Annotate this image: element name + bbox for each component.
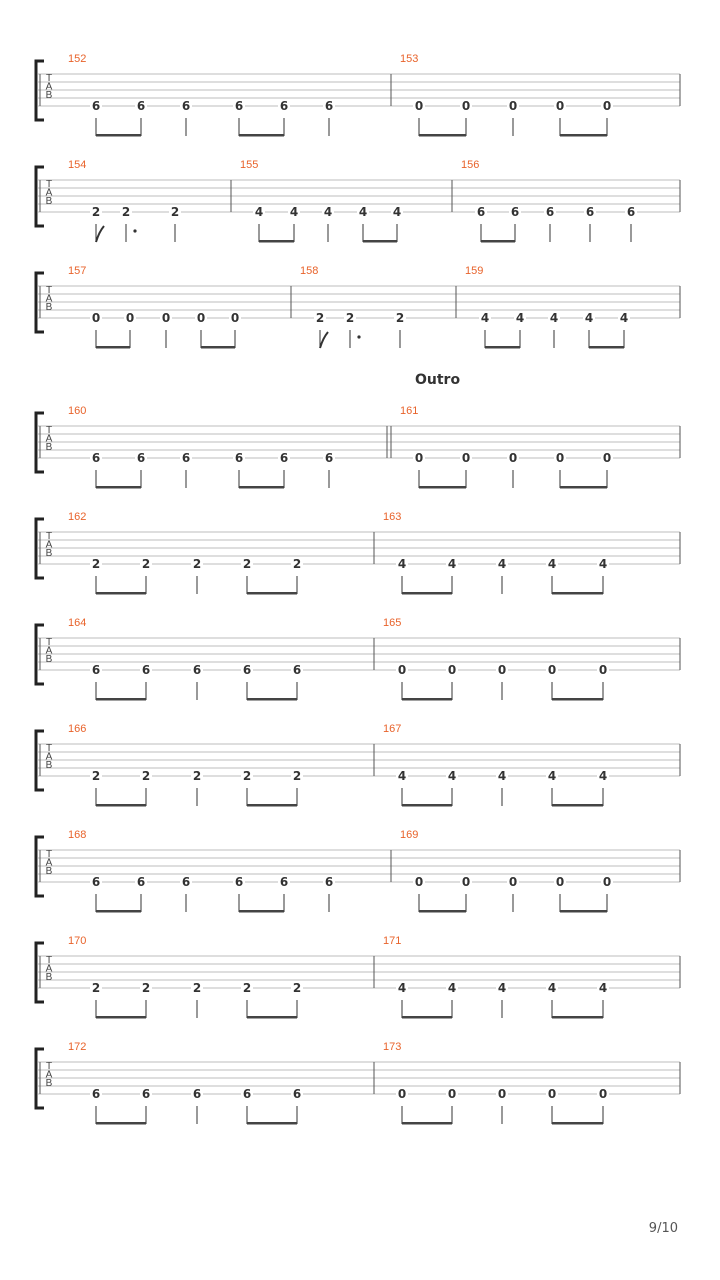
page-number: 9/10 — [648, 1221, 678, 1236]
beam — [96, 134, 141, 137]
measure-number: 164 — [68, 617, 87, 629]
tab-clef-letter: A — [45, 1069, 53, 1081]
fret-number: 6 — [91, 1087, 101, 1101]
fret-number: 6 — [181, 451, 191, 465]
fret-number: 2 — [192, 981, 202, 995]
beam — [96, 804, 146, 807]
tab-clef-letter: B — [45, 1078, 53, 1089]
tab-system — [36, 265, 680, 349]
measure — [400, 405, 613, 489]
tab-clef-letter: A — [45, 433, 53, 445]
measure — [400, 53, 613, 137]
fret-number: 0 — [414, 451, 424, 465]
fret-number: 0 — [555, 99, 565, 113]
fret-number: 6 — [292, 1087, 302, 1101]
fret-number: 4 — [397, 981, 407, 995]
fret-number: 6 — [292, 663, 302, 677]
dot — [357, 335, 360, 338]
measure — [68, 405, 335, 489]
fret-number: 6 — [234, 99, 244, 113]
tab-clef-letter: B — [45, 866, 53, 877]
fret-number: 2 — [192, 557, 202, 571]
beam — [96, 910, 141, 913]
beam — [201, 346, 235, 349]
fret-number: 4 — [397, 769, 407, 783]
measure — [68, 935, 303, 1019]
tab-clef-letter: T — [45, 285, 53, 296]
fret-number: 2 — [141, 769, 151, 783]
fret-number: 0 — [461, 875, 471, 889]
measure-number: 172 — [68, 1041, 87, 1053]
tab-system — [36, 617, 680, 701]
fret-number: 6 — [141, 1087, 151, 1101]
fret-number: 2 — [242, 557, 252, 571]
measure — [383, 617, 609, 701]
fret-number: 2 — [345, 311, 355, 325]
fret-number: 2 — [395, 311, 405, 325]
measure — [383, 1041, 609, 1125]
tab-clef-letter: A — [45, 857, 53, 869]
measure — [240, 159, 403, 243]
measure — [68, 1041, 303, 1125]
tab-clef-letter: T — [45, 425, 53, 436]
fret-number: 2 — [91, 981, 101, 995]
fret-number: 6 — [242, 1087, 252, 1101]
tab-system — [36, 935, 680, 1019]
tab-clef-letter: T — [45, 743, 53, 754]
fret-number: 6 — [192, 1087, 202, 1101]
tab-clef-letter: B — [45, 654, 53, 665]
beam — [419, 486, 466, 489]
measure-number: 161 — [400, 405, 419, 417]
fret-number: 4 — [598, 981, 608, 995]
fret-number: 2 — [292, 981, 302, 995]
fret-number: 6 — [279, 451, 289, 465]
fret-number: 4 — [392, 205, 402, 219]
fret-number: 4 — [497, 557, 507, 571]
fret-number: 0 — [397, 1087, 407, 1101]
tab-clef-letter: B — [45, 196, 53, 207]
fret-number: 6 — [626, 205, 636, 219]
tab-system — [36, 1041, 680, 1125]
fret-number: 6 — [279, 99, 289, 113]
fret-number: 0 — [508, 99, 518, 113]
measure — [400, 829, 613, 913]
fret-number: 4 — [598, 769, 608, 783]
fret-number: 0 — [547, 1087, 557, 1101]
beam — [419, 910, 466, 913]
note-flag — [96, 226, 104, 242]
tab-clef-letter: T — [45, 531, 53, 542]
measure-number: 166 — [68, 723, 87, 735]
fret-number: 2 — [242, 769, 252, 783]
measure-number: 155 — [240, 159, 259, 171]
fret-number: 2 — [292, 557, 302, 571]
fret-number: 4 — [358, 205, 368, 219]
measure-number: 170 — [68, 935, 87, 947]
beam — [589, 346, 624, 349]
measure — [68, 511, 303, 595]
fret-number: 6 — [91, 451, 101, 465]
measure-number: 152 — [68, 53, 87, 65]
fret-number: 0 — [602, 875, 612, 889]
fret-number: 4 — [547, 769, 557, 783]
beam — [96, 346, 130, 349]
fret-number: 4 — [447, 769, 457, 783]
beam — [552, 1122, 603, 1125]
fret-number: 2 — [121, 205, 131, 219]
measure — [68, 53, 335, 137]
measure-number: 157 — [68, 265, 87, 277]
beam — [552, 1016, 603, 1019]
fret-number: 6 — [181, 875, 191, 889]
measure-number: 156 — [461, 159, 480, 171]
measure — [68, 723, 303, 807]
tab-clef-letter: B — [45, 90, 53, 101]
beam — [96, 1122, 146, 1125]
fret-number: 6 — [136, 99, 146, 113]
fret-number: 0 — [414, 99, 424, 113]
beam — [247, 1016, 297, 1019]
dot — [133, 229, 136, 232]
tab-system — [36, 405, 680, 489]
section-label-outro: Outro — [415, 372, 461, 388]
fret-number: 0 — [598, 1087, 608, 1101]
measure-number: 154 — [68, 159, 87, 171]
note-flag — [320, 332, 328, 348]
beam — [402, 698, 452, 701]
beam — [259, 240, 294, 243]
beam — [247, 592, 297, 595]
beam — [363, 240, 397, 243]
beam — [247, 804, 297, 807]
fret-number: 0 — [602, 451, 612, 465]
tab-clef-letter: B — [45, 442, 53, 453]
fret-number: 4 — [254, 205, 264, 219]
tab-clef-letter: A — [45, 645, 53, 657]
fret-number: 0 — [91, 311, 101, 325]
fret-number: 4 — [497, 769, 507, 783]
fret-number: 0 — [508, 875, 518, 889]
fret-number: 6 — [324, 451, 334, 465]
beam — [481, 240, 515, 243]
fret-number: 0 — [447, 663, 457, 677]
beam — [560, 134, 607, 137]
beam — [560, 486, 607, 489]
beam — [96, 698, 146, 701]
fret-number: 6 — [91, 663, 101, 677]
fret-number: 2 — [242, 981, 252, 995]
tab-clef-letter: B — [45, 760, 53, 771]
tab-system — [36, 53, 680, 137]
fret-number: 0 — [497, 663, 507, 677]
fret-number: 2 — [91, 557, 101, 571]
beam — [239, 486, 284, 489]
measure-number: 169 — [400, 829, 419, 841]
tab-clef-letter: T — [45, 73, 53, 84]
fret-number: 0 — [497, 1087, 507, 1101]
measure — [461, 159, 637, 243]
fret-number: 6 — [585, 205, 595, 219]
fret-number: 2 — [141, 981, 151, 995]
fret-number: 4 — [515, 311, 525, 325]
fret-number: 6 — [192, 663, 202, 677]
fret-number: 4 — [547, 981, 557, 995]
fret-number: 0 — [508, 451, 518, 465]
beam — [239, 134, 284, 137]
fret-number: 6 — [279, 875, 289, 889]
fret-number: 6 — [91, 875, 101, 889]
fret-number: 6 — [545, 205, 555, 219]
fret-number: 0 — [414, 875, 424, 889]
fret-number: 2 — [170, 205, 180, 219]
fret-number: 0 — [555, 451, 565, 465]
tab-clef-letter: T — [45, 637, 53, 648]
measure-number: 159 — [465, 265, 484, 277]
tab-clef-letter: B — [45, 972, 53, 983]
measure-number: 171 — [383, 935, 402, 947]
fret-number: 2 — [141, 557, 151, 571]
beam — [402, 592, 452, 595]
beam — [402, 804, 452, 807]
fret-number: 0 — [555, 875, 565, 889]
fret-number: 6 — [324, 99, 334, 113]
measure-number: 158 — [300, 265, 319, 277]
measure-number: 168 — [68, 829, 87, 841]
fret-number: 4 — [323, 205, 333, 219]
fret-number: 2 — [91, 205, 101, 219]
fret-number: 4 — [447, 557, 457, 571]
fret-number: 6 — [242, 663, 252, 677]
fret-number: 0 — [196, 311, 206, 325]
tab-clef-letter: A — [45, 539, 53, 551]
beam — [552, 592, 603, 595]
tab-system — [36, 159, 680, 243]
measure — [383, 511, 609, 595]
fret-number: 4 — [619, 311, 629, 325]
measure-number: 153 — [400, 53, 419, 65]
fret-number: 0 — [547, 663, 557, 677]
fret-number: 0 — [397, 663, 407, 677]
fret-number: 4 — [447, 981, 457, 995]
measure — [68, 829, 335, 913]
measure — [383, 723, 609, 807]
tab-clef-letter: T — [45, 955, 53, 966]
tab-clef-letter: A — [45, 81, 53, 93]
measure — [383, 935, 609, 1019]
measure — [68, 159, 181, 242]
tab-system — [36, 723, 680, 807]
measure — [300, 265, 406, 348]
fret-number: 6 — [234, 875, 244, 889]
tab-clef-letter: B — [45, 302, 53, 313]
fret-number: 0 — [461, 451, 471, 465]
beam — [96, 1016, 146, 1019]
fret-number: 6 — [324, 875, 334, 889]
tab-system — [36, 511, 680, 595]
measure — [68, 265, 241, 349]
measure-number: 160 — [68, 405, 87, 417]
beam — [552, 698, 603, 701]
fret-number: 6 — [136, 875, 146, 889]
measure-number: 165 — [383, 617, 402, 629]
fret-number: 4 — [289, 205, 299, 219]
tab-clef-letter: B — [45, 548, 53, 559]
tab-clef-letter: T — [45, 1061, 53, 1072]
beam — [96, 592, 146, 595]
tab-clef-letter: A — [45, 293, 53, 305]
tab-system — [36, 829, 680, 913]
tab-clef-letter: T — [45, 849, 53, 860]
measure-number: 162 — [68, 511, 87, 523]
fret-number: 6 — [91, 99, 101, 113]
fret-number: 6 — [234, 451, 244, 465]
beam — [419, 134, 466, 137]
tab-clef-letter: T — [45, 179, 53, 190]
measure — [68, 617, 303, 701]
measure — [465, 265, 630, 349]
fret-number: 0 — [598, 663, 608, 677]
fret-number: 0 — [447, 1087, 457, 1101]
fret-number: 4 — [480, 311, 490, 325]
beam — [402, 1016, 452, 1019]
fret-number: 4 — [549, 311, 559, 325]
fret-number: 4 — [584, 311, 594, 325]
fret-number: 6 — [181, 99, 191, 113]
fret-number: 2 — [315, 311, 325, 325]
fret-number: 0 — [461, 99, 471, 113]
beam — [239, 910, 284, 913]
beam — [247, 1122, 297, 1125]
beam — [485, 346, 520, 349]
fret-number: 6 — [141, 663, 151, 677]
fret-number: 0 — [230, 311, 240, 325]
fret-number: 6 — [510, 205, 520, 219]
fret-number: 0 — [602, 99, 612, 113]
measure-number: 163 — [383, 511, 402, 523]
fret-number: 0 — [125, 311, 135, 325]
beam — [247, 698, 297, 701]
beam — [560, 910, 607, 913]
measure-number: 167 — [383, 723, 402, 735]
tab-clef-letter: A — [45, 751, 53, 763]
fret-number: 4 — [497, 981, 507, 995]
beam — [552, 804, 603, 807]
fret-number: 4 — [397, 557, 407, 571]
tab-clef-letter: A — [45, 187, 53, 199]
tab-clef-letter: A — [45, 963, 53, 975]
fret-number: 4 — [598, 557, 608, 571]
fret-number: 2 — [91, 769, 101, 783]
fret-number: 2 — [192, 769, 202, 783]
fret-number: 6 — [136, 451, 146, 465]
fret-number: 4 — [547, 557, 557, 571]
fret-number: 2 — [292, 769, 302, 783]
fret-number: 6 — [476, 205, 486, 219]
beam — [96, 486, 141, 489]
measure-number: 173 — [383, 1041, 402, 1053]
beam — [402, 1122, 452, 1125]
fret-number: 0 — [161, 311, 171, 325]
